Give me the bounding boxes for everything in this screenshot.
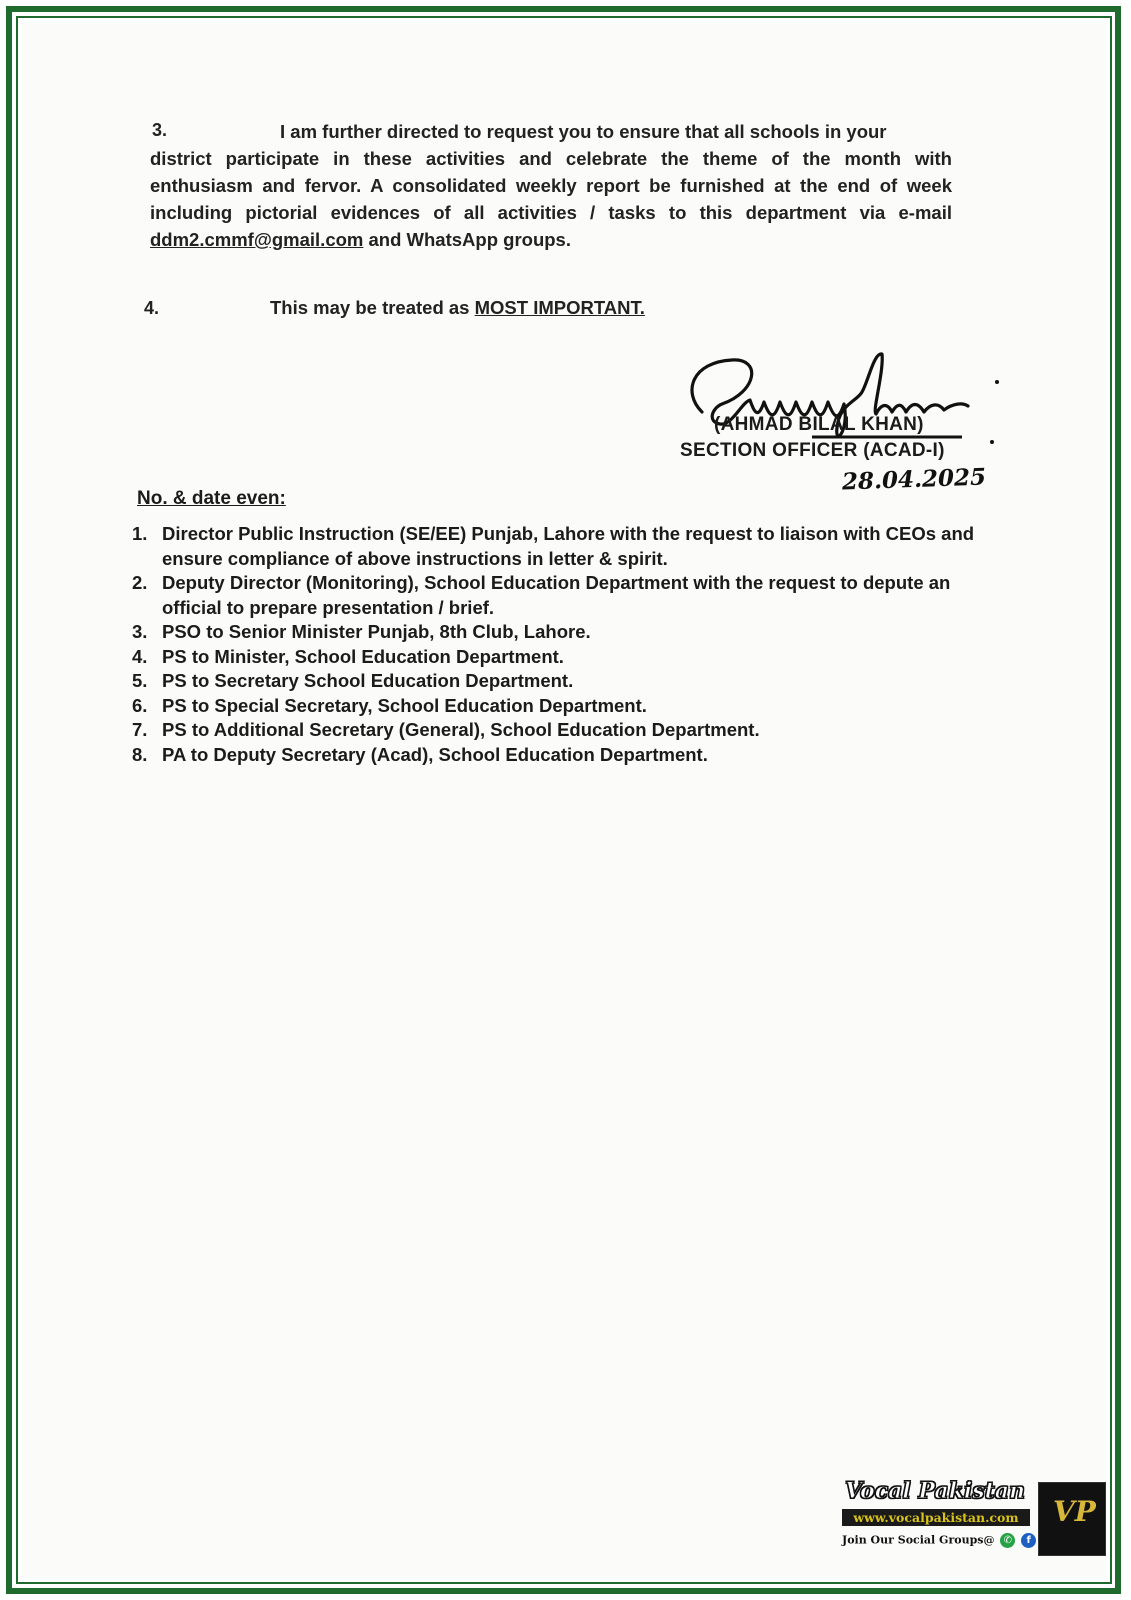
list-item-text: PS to Secretary School Education Department.	[162, 670, 574, 691]
list-item-text: Director Public Instruction (SE/EE) Punjab, Lahore with the request to liaison with CEOs and ensure compliance of above instructions in letter & spirit.	[162, 523, 975, 569]
list-item	[122, 694, 982, 719]
list-item-number: 6.	[132, 694, 148, 716]
brand-name: Vocal Pakistan	[845, 1478, 1025, 1504]
paragraph-3-line-3: enthusiasm and fervor. A consolidated weekly report be furnished at the end of week	[150, 175, 952, 196]
contact-email-link[interactable]: ddm2.cmmf@gmail.com	[150, 229, 364, 250]
paragraph-3-line-5	[150, 226, 952, 253]
list-item	[122, 522, 982, 571]
paragraph-4-lead: This may be treated as	[270, 297, 475, 318]
whatsapp-icon[interactable]: ✆	[1000, 1533, 1015, 1548]
facebook-icon[interactable]: f	[1021, 1533, 1036, 1548]
distribution-heading: No. & date even:	[137, 488, 286, 509]
list-item-text: PA to Deputy Secretary (Acad), School Education Department.	[162, 743, 708, 765]
list-item-text: PS to Minister, School Education Department.	[162, 645, 564, 667]
list-item-number: 2.	[132, 572, 148, 593]
list-item	[122, 571, 982, 620]
vocal-pakistan-watermark	[840, 1478, 1120, 1588]
list-item	[122, 620, 982, 645]
signatory-title: SECTION OFFICER (ACAD-I)	[680, 440, 945, 461]
distribution-list	[122, 522, 982, 767]
paragraph-3-line-2: district participate in these activities and celebrate the theme of the month with	[150, 148, 952, 169]
list-item-text: PSO to Senior Minister Punjab, 8th Club, Lahore.	[162, 621, 591, 642]
brand-url[interactable]: www.vocalpakistan.com	[842, 1509, 1030, 1526]
list-item	[122, 743, 982, 768]
document-page	[22, 22, 1106, 1578]
list-item-number: 1.	[132, 523, 148, 544]
list-item	[122, 718, 982, 743]
paragraph-3-number: 3.	[152, 120, 168, 140]
signatory-name: (AHMAD BILAL KHAN)	[714, 414, 924, 435]
signature-date: 28.04.2025	[841, 463, 987, 496]
list-item-number: 4.	[132, 645, 148, 667]
paragraph-4-number: 4.	[144, 298, 160, 318]
list-item-number: 5.	[132, 670, 148, 691]
paragraph-3-line-4: including pictorial evidences of all activities / tasks to this department via e-mail	[150, 202, 952, 223]
list-item-text: PS to Special Secretary, School Education Department.	[162, 694, 647, 716]
list-item-number: 7.	[132, 719, 148, 740]
list-item-text: Deputy Director (Monitoring), School Education Department with the request to depute an official to prepare presentation / brief.	[162, 572, 951, 618]
signature-block	[662, 342, 1082, 502]
paragraph-3-line-1: I am further directed to request you to ensure that all schools in your	[280, 121, 887, 142]
social-groups-label: Join Our Social Groups@	[842, 1533, 995, 1547]
list-item-number: 8.	[132, 743, 148, 765]
paragraph-3-line-5-tail: and WhatsApp groups.	[363, 229, 571, 250]
logo-monogram: VP	[1053, 1495, 1096, 1528]
paragraph-4-emphasis: MOST IMPORTANT.	[474, 297, 645, 318]
list-item-text: PS to Additional Secretary (General), School Education Department.	[162, 719, 760, 740]
paragraph-4-text	[270, 294, 870, 321]
list-item-number: 3.	[132, 621, 148, 642]
list-item	[122, 645, 982, 670]
social-groups-line	[842, 1533, 1057, 1548]
brand-logo	[1038, 1482, 1106, 1556]
list-item	[122, 669, 982, 694]
